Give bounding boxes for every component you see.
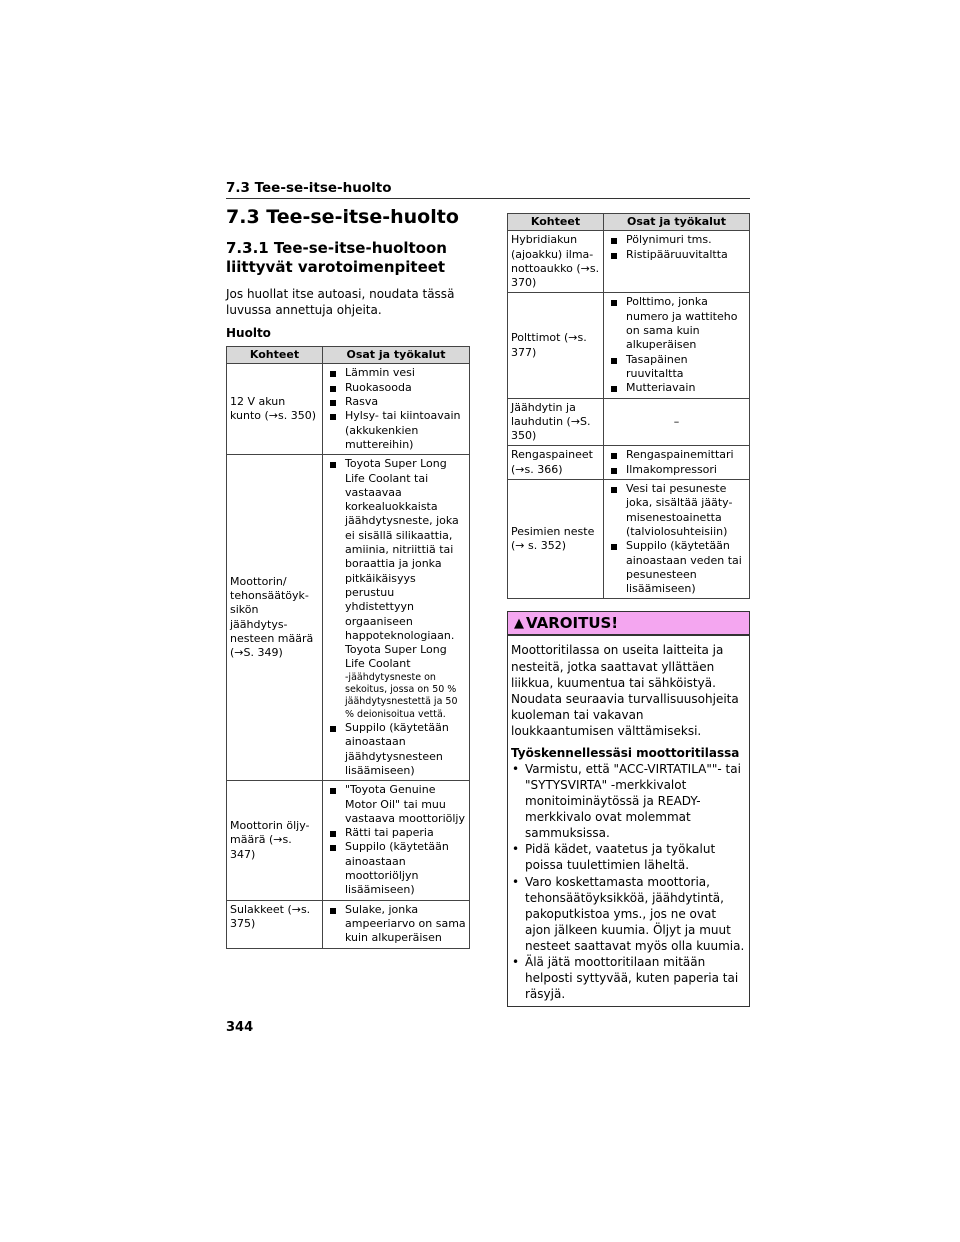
tool-item: Lämmin vesi bbox=[325, 366, 466, 380]
warning-body bbox=[508, 636, 749, 1006]
tools-cell bbox=[604, 480, 750, 599]
table-row bbox=[227, 455, 470, 781]
intro-text: Jos huollat itse autoasi, noudata tässä luvussa annettuja ohjeita. bbox=[226, 286, 455, 317]
tool-item: Vesi tai pesuneste joka, sisältää jääty-misenestoainetta (talviolosuhteisiin) bbox=[606, 482, 746, 539]
left-column bbox=[226, 206, 470, 949]
column-header-tools: Osat ja työkalut bbox=[323, 347, 470, 364]
page-title: 7.3 Tee-se-itse-huolto bbox=[226, 206, 459, 228]
tool-item: Suppilo (käytetään ainoastaan veden tai pesunesteen lisäämiseen) bbox=[606, 539, 746, 596]
tools-cell bbox=[323, 364, 470, 455]
tool-item: Rengaspainemittari bbox=[606, 448, 746, 462]
table-row bbox=[508, 293, 750, 398]
table-row bbox=[508, 480, 750, 599]
item-cell: Hybridiakun (ajoakku) ilma-nottoaukko (→s. 370) bbox=[508, 231, 604, 293]
empty-tools-cell: – bbox=[604, 398, 750, 446]
tool-item: Polttimo, jonka numero ja wattiteho on sama kuin alkuperäisen bbox=[606, 295, 746, 352]
column-header-items: Kohteet bbox=[227, 347, 323, 364]
item-cell: 12 V akun kunto (→s. 350) bbox=[227, 364, 323, 455]
tool-item: Suppilo (käytetään ainoastaan jäähdytysnesteen lisäämiseen) bbox=[325, 721, 466, 778]
table-heading: Huolto bbox=[226, 326, 271, 341]
column-header-tools: Osat ja työkalut bbox=[604, 214, 750, 231]
tool-item: Tasapäinen ruuvitaltta bbox=[606, 353, 746, 382]
maintenance-table-1 bbox=[226, 346, 470, 948]
tool-item: Suppilo (käytetään ainoastaan moottoriöljyn lisäämiseen) bbox=[325, 840, 466, 897]
table-row bbox=[508, 398, 750, 446]
warning-title-bar bbox=[508, 612, 749, 636]
item-cell: Pesimien neste (→ s. 352) bbox=[508, 480, 604, 599]
item-cell: Moottorin/ tehonsäätöyk-sikön jäähdytys-nesteen määrä (→S. 349) bbox=[227, 455, 323, 781]
tool-item: Rätti tai paperia bbox=[325, 826, 466, 840]
column-header-items: Kohteet bbox=[508, 214, 604, 231]
tool-item: Ristipääruuvitaltta bbox=[606, 248, 746, 262]
tool-item: Rasva bbox=[325, 395, 466, 409]
tool-item: Sulake, jonka ampeeriarvo on sama kuin alkuperäisen bbox=[325, 903, 466, 946]
item-cell: Moottorin öljy-määrä (→s. 347) bbox=[227, 781, 323, 900]
right-column bbox=[507, 213, 750, 1007]
item-cell: Sulakkeet (→s. 375) bbox=[227, 900, 323, 948]
tools-cell bbox=[604, 446, 750, 480]
item-cell: Rengaspaineet (→s. 366) bbox=[508, 446, 604, 480]
coolant-description: Toyota Super Long Life Coolant tai vastaavaa korkealuokkaista jäähdytysneste, joka ei sisällä silikaattia, amiinia, nitriittiä tai boraattia ja jonka pitkäikäisyys perustuu yhdistettyyn orgaaniseen happoteknologiaan. Toyota Super Long Life Coolant bbox=[345, 457, 459, 671]
warning-bullets bbox=[511, 761, 745, 1002]
warning-bullet: • Varmistu, että "ACC-VIRTATILA""- tai "SYTYSVIRTA" -merkkivalot monitoiminäytössä ja READY-merkkivalo ovat molemmat sammuksissa. bbox=[511, 761, 745, 841]
warning-bullet: • Älä jätä moottoritilaan mitään helposti syttyvää, kuten paperia tai räsyjä. bbox=[511, 954, 745, 1002]
warning-title: VAROITUS! bbox=[526, 614, 619, 633]
item-cell: Jäähdytin ja lauhdutin (→S. 350) bbox=[508, 398, 604, 446]
warning-bullet: • Pidä kädet, vaatetus ja työkalut poissa tuulettimien läheltä. bbox=[511, 841, 745, 873]
tools-cell bbox=[323, 781, 470, 900]
warning-text: Moottoritilassa on useita laitteita ja nesteitä, jotka saattavat yllättäen liikkua, kuumentua tai sähköistyä. Noudata seuraavia turvallisuusohjeita kuoleman tai vakavan loukkaantumisen välttämiseksi. bbox=[511, 643, 739, 738]
warning-triangle-icon: ▲ bbox=[514, 615, 524, 631]
item-cell: Polttimot (→s. 377) bbox=[508, 293, 604, 398]
table-row bbox=[227, 781, 470, 900]
table-row bbox=[508, 446, 750, 480]
tool-item bbox=[325, 457, 466, 721]
maintenance-table-2 bbox=[507, 213, 750, 599]
tools-cell bbox=[323, 900, 470, 948]
warning-subheading: Työskennellessäsi moottoritilassa bbox=[511, 745, 740, 760]
tool-item: Hylsy- tai kiintoavain (akkukenkien muttereihin) bbox=[325, 409, 466, 452]
warning-box bbox=[507, 611, 750, 1007]
tools-cell bbox=[323, 455, 470, 781]
coolant-note: -jäähdytysneste on sekoitus, jossa on 50 % jäähdytysnestettä ja 50 % deionisoitua vettä. bbox=[345, 671, 458, 720]
tool-item: "Toyota Genuine Motor Oil" tai muu vastaava moottoriöljy bbox=[325, 783, 466, 826]
tool-item: Ruokasooda bbox=[325, 381, 466, 395]
warning-bullet: • Varo koskettamasta moottoria, tehonsäätöyksikköä, jäähdytintä, pakoputkistoa yms., jos ne ovat ajon jälkeen kuumia. Öljyt ja muut nesteet saattavat myös olla kuumia. bbox=[511, 874, 745, 954]
table-row bbox=[227, 900, 470, 948]
tool-item: Ilmakompressori bbox=[606, 463, 746, 477]
section-subtitle: 7.3.1 Tee-se-itse-huoltoon liittyvät varotoimenpiteet bbox=[226, 238, 447, 277]
running-header: 7.3 Tee-se-itse-huolto bbox=[226, 180, 750, 199]
page-number: 344 bbox=[226, 1020, 254, 1035]
tool-item: Pölynimuri tms. bbox=[606, 233, 746, 247]
table-row bbox=[227, 364, 470, 455]
tool-item: Mutteriavain bbox=[606, 381, 746, 395]
table-row bbox=[508, 231, 750, 293]
tools-cell bbox=[604, 231, 750, 293]
tools-cell bbox=[604, 293, 750, 398]
